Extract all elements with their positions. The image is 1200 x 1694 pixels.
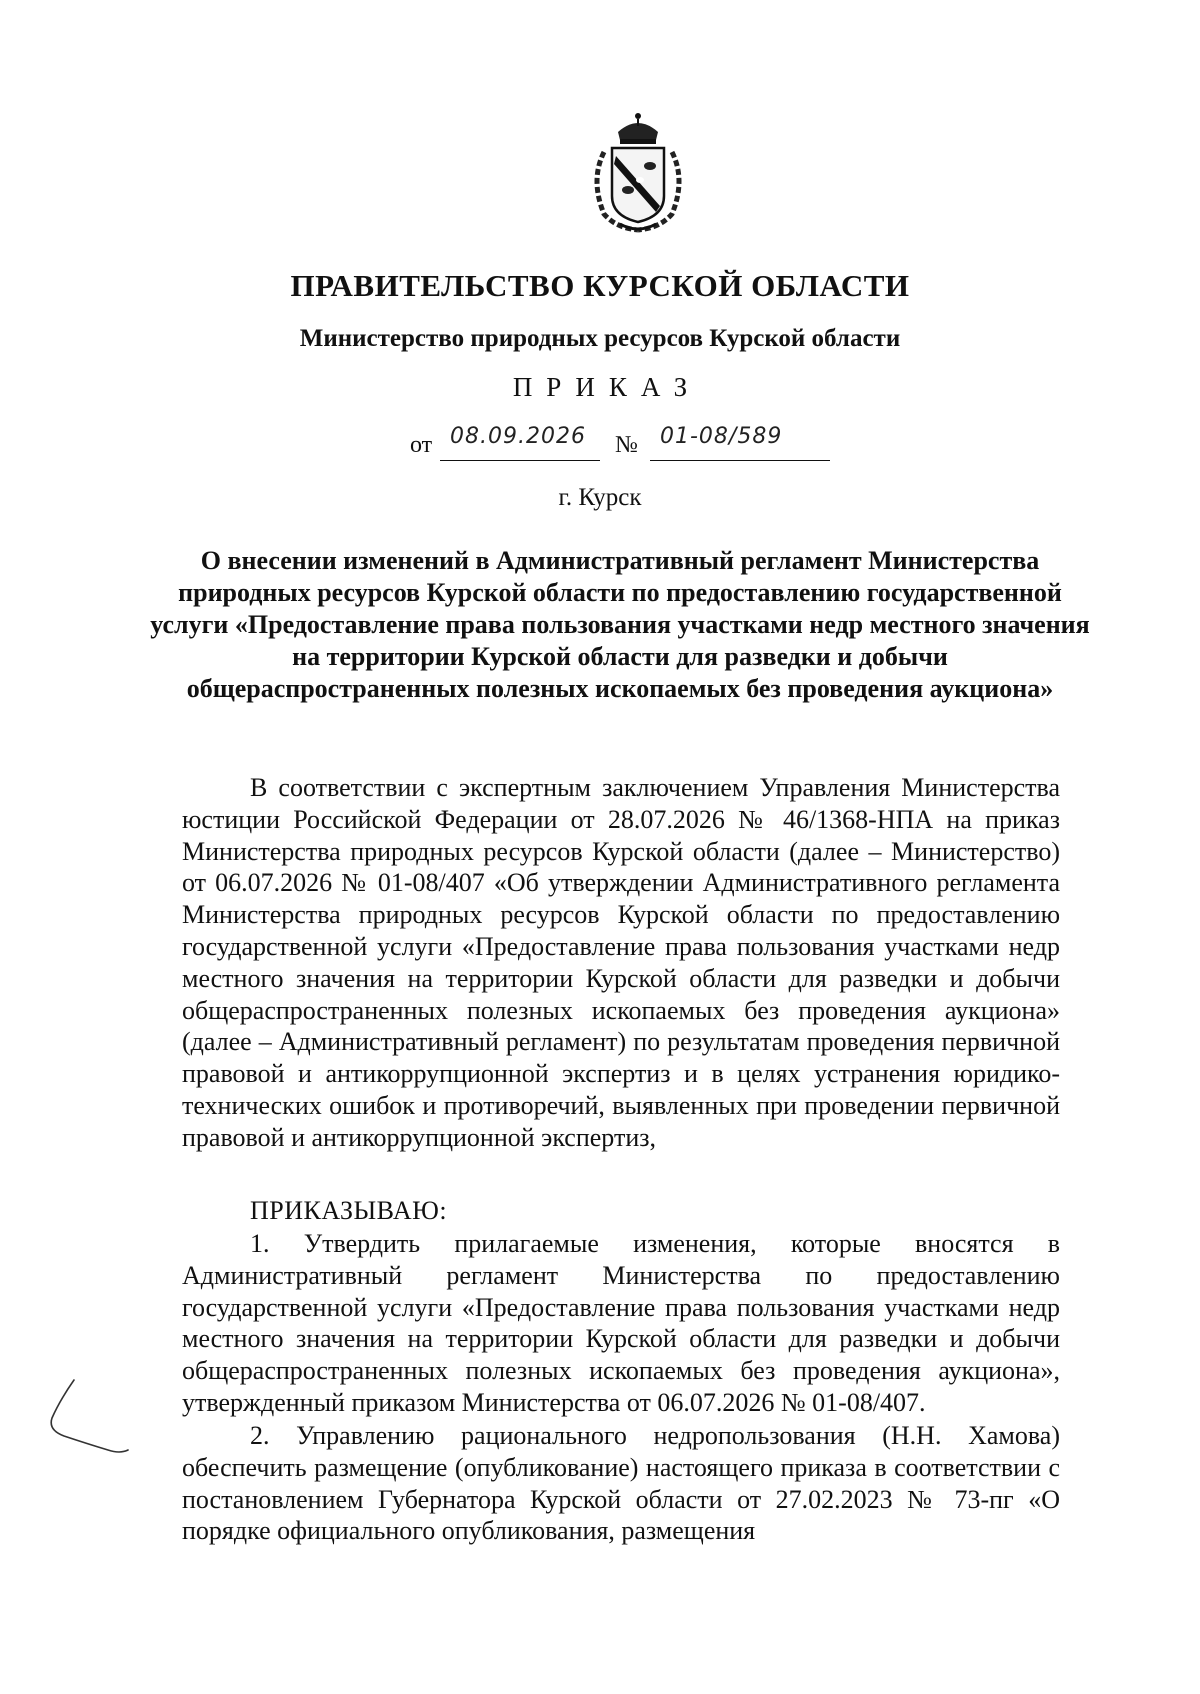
document-title: О внесении изменений в Административный регламент Министерства природных ресурсов Курской области по предоставлению государственной услуги «Предоставление права пользования участками недр местного значения на территории Курской области для разведки и добычи общераспространенных полезных ископаемых без проведения аукциона» — [150, 546, 1090, 703]
coat-of-arms-icon — [586, 110, 690, 234]
number-underline — [650, 460, 830, 461]
city: г. Курск — [558, 484, 642, 511]
handwritten-initial-mark — [44, 1370, 154, 1480]
order-item-1: 1. Утвердить прилагаемые изменения, которые вносятся в Административный регламент Министерства по предоставлению государственной услуги «Предоставление права пользования участками недр местного значения на территории Курской области для разведки и добычи общераспространенных полезных ископаемых без проведения аукциона», утвержденный приказом Министерства от 06.07.2026 № 01-08/407. — [182, 1229, 1060, 1417]
document-type: ПРИКАЗ — [512, 372, 702, 402]
ministry-name: Министерство природных ресурсов Курской области — [299, 325, 901, 352]
order-word: ПРИКАЗЫВАЮ: — [250, 1196, 448, 1225]
preamble-paragraph: В соответствии с экспертным заключением Управления Министерства юстиции Российской Федерации от 28.07.2026 № 46/1368-НПА на приказ Министерства природных ресурсов Курской области (далее – Министерство) от 06.07.2026 № 01-08/407 «Об утверждении Административного регламента Министерства природных ресурсов Курской области по предоставлению государственной услуги «Предоставление права пользования участками недр местного значения на территории Курской области для разведки и добычи общераспространенных полезных ископаемых без проведения аукциона» (далее – Административный регламент) по результатам проведения первичной правовой и антикоррупционной экспертиз и в целях устранения юридико-технических ошибок и противоречий, выявленных при проведении первичной правовой и антикоррупционной экспертиз, — [182, 773, 1060, 1152]
handwritten-date: 08.09.2026 — [450, 424, 586, 449]
order-item-2: 2. Управлению рационального недропользования (Н.Н. Хамова) обеспечить размещение (опубликование) настоящего приказа в соответствии с постановлением Губернатора Курской области от 27.02.2023 № 73-пг «О порядке официального опубликования, размещения — [182, 1421, 1060, 1546]
date-underline — [440, 460, 600, 461]
handwritten-number: 01-08/589 — [660, 424, 783, 449]
number-label: № — [615, 432, 638, 458]
government-title: ПРАВИТЕЛЬСТВО КУРСКОЙ ОБЛАСТИ — [290, 268, 910, 303]
order-date-number-line — [410, 424, 890, 464]
date-label: от — [410, 432, 433, 458]
